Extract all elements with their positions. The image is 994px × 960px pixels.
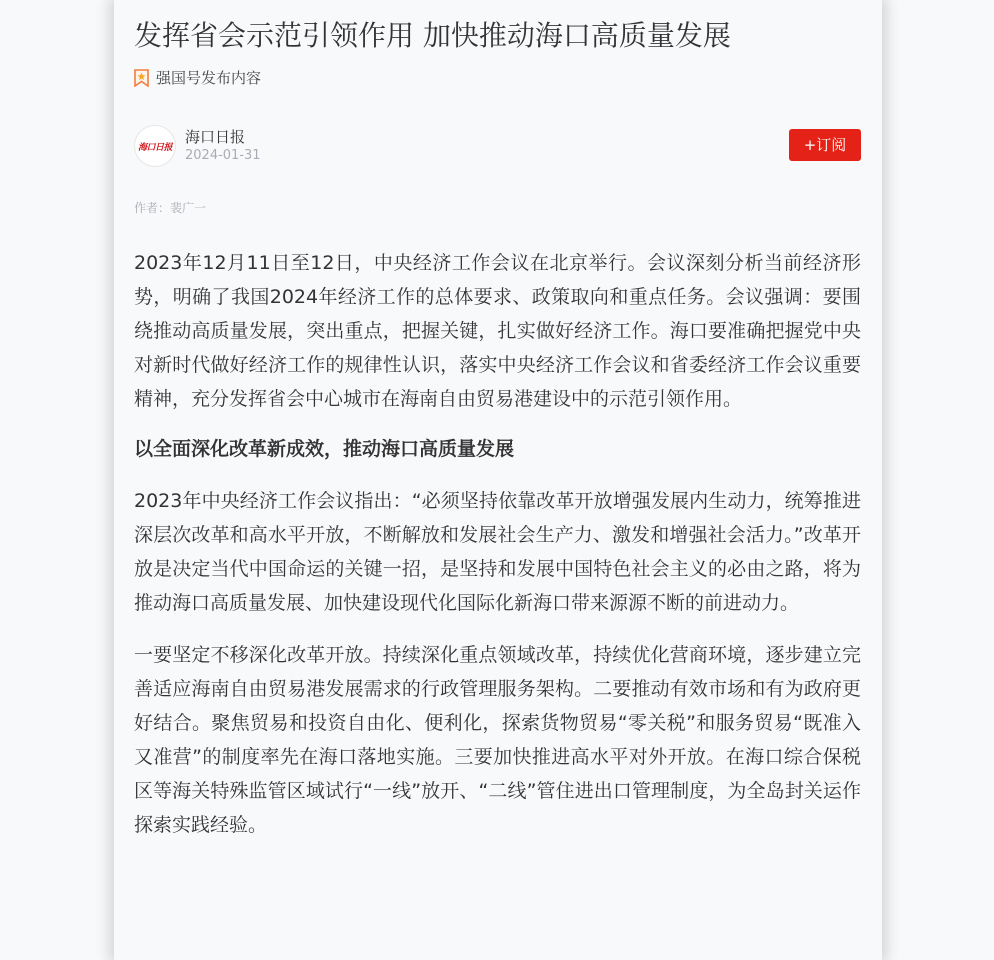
paragraph: 2023年中央经济工作会议指出：“必须坚持依靠改革开放增强发展内生动力，统筹推进深层次改革和高水平开放，不断解放和发展社会生产力、激发和增强社会活力。”改革开放是决定当代中国命运的关键一招，是坚持和发展中国特色社会主义的必由之路，将为推动海口高质量发展、加快建设现代化国际化新海口带来源源不断的前进动力。	[134, 490, 861, 614]
publisher-meta	[185, 127, 261, 165]
publisher-avatar[interactable]	[134, 125, 176, 167]
bookmark-star-icon	[134, 69, 149, 87]
publisher-name[interactable]: 海口日报	[185, 128, 246, 146]
section-heading: 以全面深化改革新成效，推动海口高质量发展	[134, 438, 515, 460]
subscribe-button[interactable]: +订阅	[789, 129, 861, 161]
article-title: 发挥省会示范引领作用 加快推动海口高质量发展	[134, 19, 731, 52]
article-body	[134, 246, 861, 860]
paragraph: 2023年12月11日至12日，中央经济工作会议在北京举行。会议深刻分析当前经济形势，明确了我国2024年经济工作的总体要求、政策取向和重点任务。会议强调：要围绕推动高质量发展，突出重点，把握关键，扎实做好经济工作。海口要准确把握党中央对新时代做好经济工作的规律性认识，落实中央经济工作会议和省委经济工作会议重要精神，充分发挥省会中心城市在海南自由贸易港建设中的示范引领作用。	[134, 252, 861, 410]
source-tag	[134, 68, 261, 88]
publish-date: 2024-01-31	[185, 148, 261, 163]
article-card	[114, 0, 882, 960]
author-byline: 作者：裴广一	[134, 201, 207, 215]
publisher-logo-text: 海口日报	[137, 142, 172, 153]
paragraph: 一要坚定不移深化改革开放。持续深化重点领域改革，持续优化营商环境，逐步建立完善适应海南自由贸易港发展需求的行政管理服务架构。二要推动有效市场和有为政府更好结合。聚焦贸易和投资自由化、便利化，探索货物贸易“零关税”和服务贸易“既准入又准营”的制度率先在海口落地实施。三要加快推进高水平对外开放。在海口综合保税区等海关特殊监管区域试行“一线”放开、“二线”管住进出口管理制度，为全岛封关运作探索实践经验。	[134, 644, 861, 836]
source-tag-label: 强国号发布内容	[156, 69, 262, 87]
publisher-info[interactable]	[134, 125, 261, 167]
